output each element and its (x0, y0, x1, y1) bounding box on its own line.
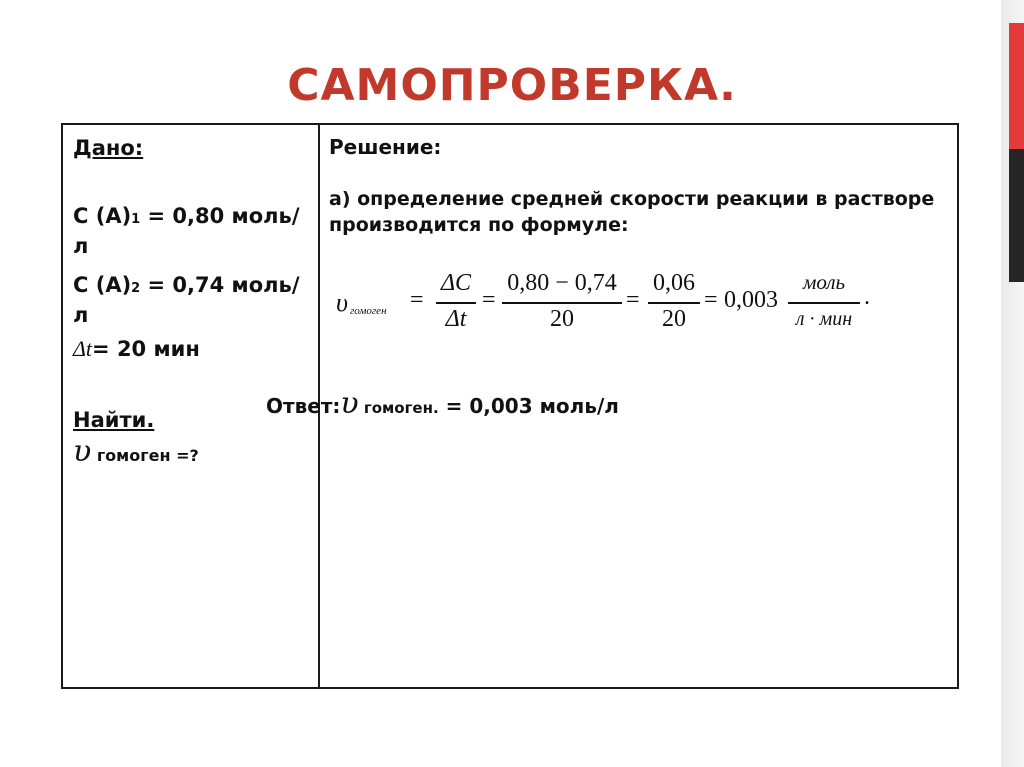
rate-formula (276, 270, 870, 340)
upsilon-symbol: υ (73, 434, 92, 469)
given-c1: С (А)1 = 0,80 моль/л (73, 204, 300, 258)
delta-t-symbol: Δt (73, 336, 93, 361)
solution-paragraph: а) определение средней скорости реакции в растворе производится по формуле: (329, 188, 935, 236)
formula-eq-1: = (410, 287, 424, 313)
dark-accent-bar (1009, 149, 1024, 282)
slide-title: САМОПРОВЕРКА. (287, 60, 737, 111)
given-heading: Дано: (73, 136, 144, 160)
formula-eq-4: = (704, 287, 718, 313)
answer-subscript: гомоген. (358, 399, 439, 417)
formula-period: . (864, 284, 870, 310)
answer-value: = 0,003 моль/л (438, 394, 619, 418)
fraction-dc-dt (436, 270, 476, 297)
given-c2: С (А)2 = 0,74 моль/л (73, 273, 300, 327)
find-heading: Найти. (73, 408, 155, 432)
formula-eq-3: = (626, 287, 640, 313)
frac3-bar (648, 302, 700, 304)
c1-subscript: 1 (131, 212, 141, 227)
c2-subscript: 2 (131, 281, 141, 296)
frac1-denominator: Δt (445, 306, 467, 332)
solution-column (329, 135, 949, 238)
formula-eq-2: = (482, 287, 496, 313)
frac2-bar (502, 302, 622, 304)
unit-bar (788, 302, 860, 304)
frac2-numerator: 0,80 − 0,74 (507, 270, 617, 296)
frac2-denominator: 20 (550, 306, 574, 332)
frac1-numerator: ΔC (440, 270, 472, 296)
frac1-bar (436, 302, 476, 304)
frac3-numerator: 0,06 (653, 270, 695, 296)
answer-line (266, 386, 886, 421)
given-dt: Δt= 20 мин (73, 336, 200, 361)
answer-label: Ответ: (266, 394, 341, 418)
formula-result: 0,003 (724, 287, 778, 313)
answer-upsilon: υ (340, 386, 359, 421)
formula-subscript: гомоген (350, 305, 387, 317)
formula-upsilon: υ (336, 288, 348, 317)
solution-heading: Решение: (329, 135, 442, 159)
find-target: υ гомоген =? (73, 434, 199, 469)
frac3-denominator: 20 (662, 306, 686, 332)
unit-numerator: моль (802, 270, 846, 294)
unit-denominator: л · мин (795, 308, 853, 330)
